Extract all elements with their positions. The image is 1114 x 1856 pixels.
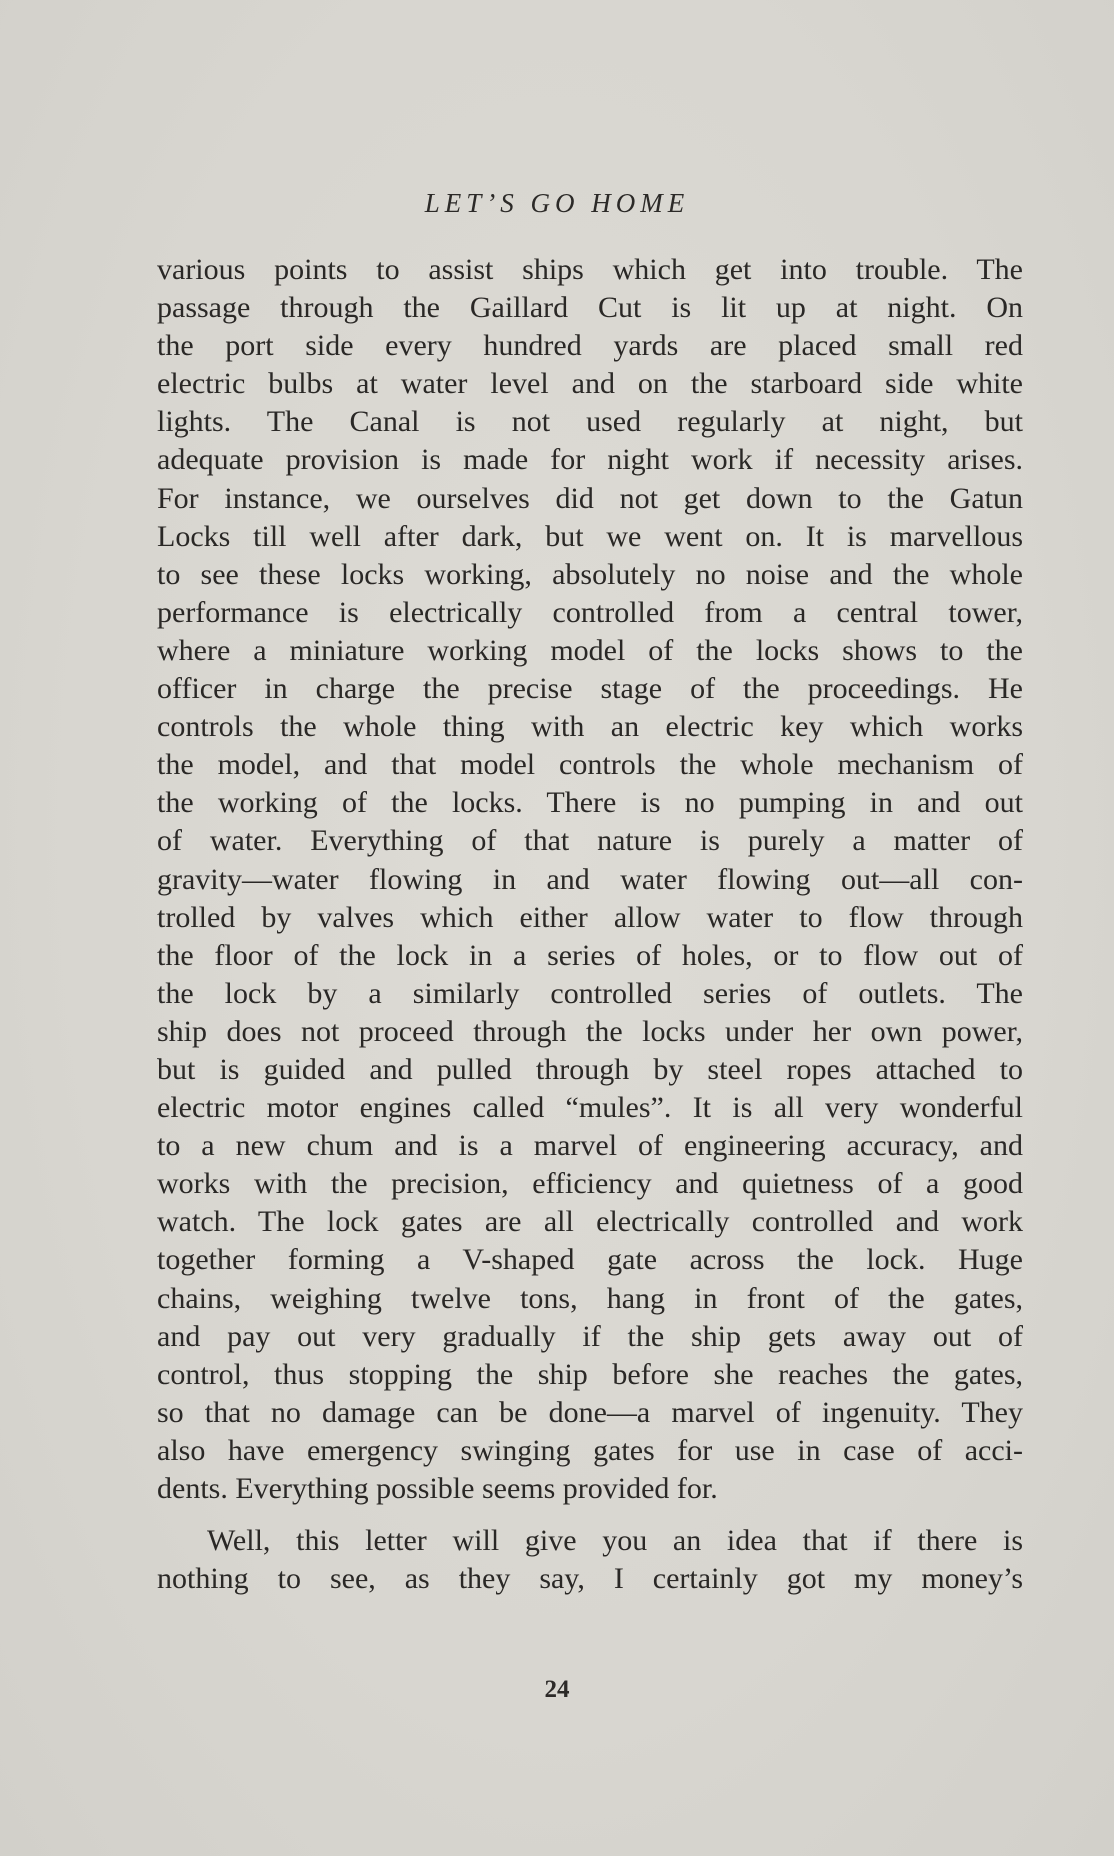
text-line: and pay out very gradually if the ship gets away out of: [157, 1319, 1023, 1353]
paragraph: [157, 251, 1023, 1508]
text-line: For instance, we ourselves did not get down to the Gatun: [157, 481, 1023, 515]
text-line: various points to assist ships which get into trouble. The: [157, 253, 1023, 286]
text-line: electric bulbs at water level and on the starboard side white: [157, 367, 1023, 401]
text-line: to a new chum and is a marvel of engineering accuracy, and: [157, 1129, 1023, 1163]
text-line: adequate provision is made for night work if necessity arises.: [157, 443, 1023, 477]
text-line: gravity—water flowing in and water flowing out—all con-: [157, 862, 1023, 896]
text-line: also have emergency swinging gates for use in case of acci-: [157, 1433, 1023, 1467]
text-line: trolled by valves which either allow water to flow through: [157, 900, 1023, 934]
text-line: Locks till well after dark, but we went on. It is marvellous: [157, 519, 1023, 553]
text-line: nothing to see, as they say, I certainly got my money’s: [157, 1562, 1023, 1596]
paragraph: [157, 1522, 1023, 1598]
paragraph-gap: [157, 1508, 1023, 1522]
text-line: watch. The lock gates are all electrically controlled and work: [157, 1205, 1023, 1239]
body-text: [157, 251, 1023, 1598]
text-line: the model, and that model controls the whole mechanism of: [157, 748, 1023, 782]
text-line: the floor of the lock in a series of holes, or to flow out of: [157, 938, 1023, 972]
text-line: Well, this letter will give you an idea that if there is: [207, 1524, 1023, 1558]
text-line: dents. Everything possible seems provided for.: [157, 1472, 718, 1505]
text-line: the lock by a similarly controlled series of outlets. The: [157, 976, 1023, 1010]
text-line: together forming a V-shaped gate across the lock. Huge: [157, 1243, 1023, 1277]
text-line: the working of the locks. There is no pumping in and out: [157, 786, 1023, 820]
text-line: control, thus stopping the ship before she reaches the gates,: [157, 1357, 1023, 1391]
text-line: so that no damage can be done—a marvel of ingenuity. They: [157, 1395, 1023, 1429]
text-line: chains, weighing twelve tons, hang in front of the gates,: [157, 1281, 1023, 1315]
text-line: works with the precision, efficiency and quietness of a good: [157, 1167, 1023, 1201]
text-line: of water. Everything of that nature is purely a matter of: [157, 824, 1023, 858]
text-line: where a miniature working model of the locks shows to the: [157, 633, 1023, 667]
text-line: the port side every hundred yards are placed small red: [157, 329, 1023, 363]
text-line: officer in charge the precise stage of the proceedings. He: [157, 672, 1023, 706]
page-number: 24: [544, 1676, 570, 1703]
text-line: electric motor engines called “mules”. It is all very wonderful: [157, 1091, 1023, 1125]
text-line: ship does not proceed through the locks under her own power,: [157, 1014, 1023, 1048]
text-line: performance is electrically controlled from a central tower,: [157, 595, 1023, 629]
text-line: passage through the Gaillard Cut is lit up at night. On: [157, 291, 1023, 325]
text-line: to see these locks working, absolutely no noise and the whole: [157, 557, 1023, 591]
text-line: lights. The Canal is not used regularly at night, but: [157, 405, 1023, 439]
running-title: LET’S GO HOME: [424, 188, 690, 218]
text-line: controls the whole thing with an electric key which works: [157, 710, 1023, 744]
text-line: but is guided and pulled through by steel ropes attached to: [157, 1052, 1023, 1086]
